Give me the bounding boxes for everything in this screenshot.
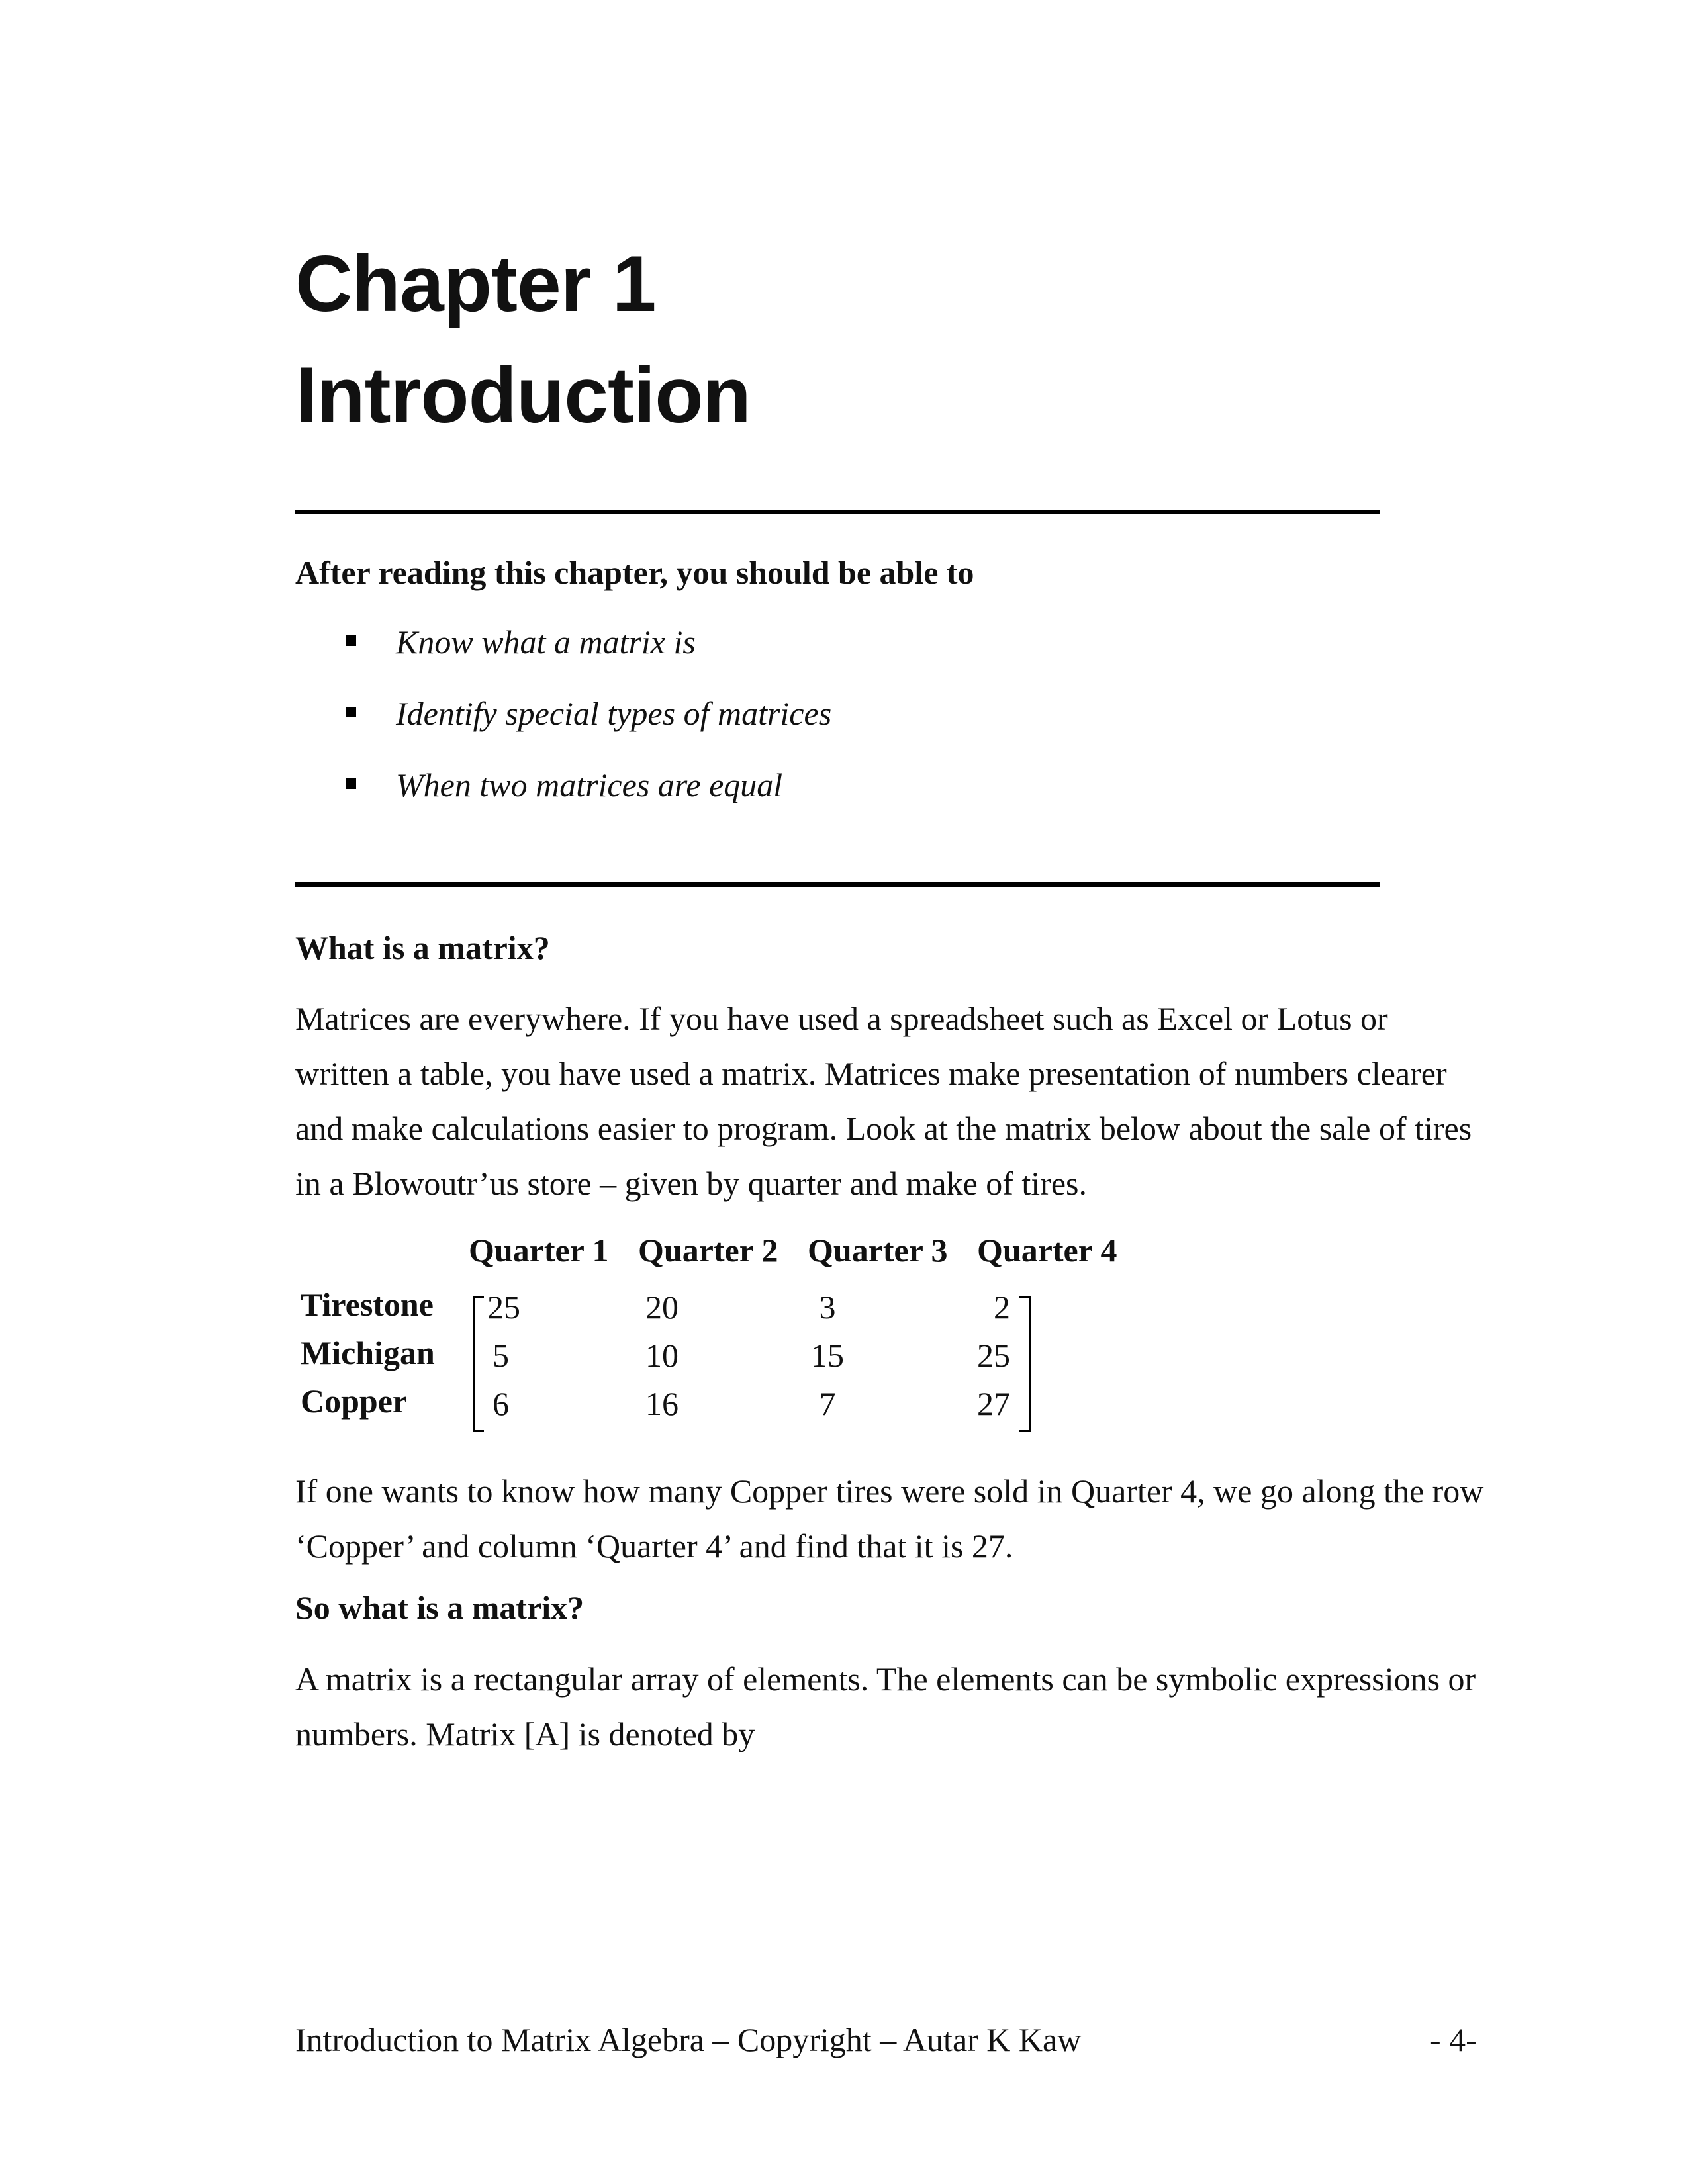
chapter-name: Introduction bbox=[295, 351, 751, 439]
column-header: Quarter 4 bbox=[977, 1232, 1117, 1269]
matrix-cell: 6 bbox=[492, 1385, 509, 1422]
column-header: Quarter 3 bbox=[808, 1232, 948, 1269]
bottom-divider bbox=[295, 882, 1380, 887]
column-header: Quarter 1 bbox=[469, 1232, 609, 1269]
objective-text: Know what a matrix is bbox=[396, 623, 696, 660]
chapter-title bbox=[295, 228, 751, 451]
objective-text: When two matrices are equal bbox=[396, 766, 783, 803]
explanation-paragraph bbox=[295, 1464, 1487, 1574]
paragraph-line: written a table, you have used a matrix. Matrices make presentation of numbers clearer bbox=[295, 1055, 1447, 1092]
objective-item bbox=[344, 622, 831, 694]
matrix-cell: 15 bbox=[811, 1337, 844, 1374]
paragraph-line: in a Blowoutr’us store – given by quarter and make of tires. bbox=[295, 1165, 1087, 1202]
paragraph-line: ‘Copper’ and column ‘Quarter 4’ and find that it is 27. bbox=[295, 1527, 1013, 1565]
objectives-heading: After reading this chapter, you should be able to bbox=[295, 554, 974, 591]
row-label: Copper bbox=[301, 1383, 408, 1420]
square-bullet-icon bbox=[346, 635, 356, 646]
page-footer: Introduction to Matrix Algebra – Copyright – Autar K Kaw bbox=[295, 2021, 1082, 2058]
row-label: Tirestone bbox=[301, 1286, 434, 1323]
square-bullet-icon bbox=[346, 778, 356, 789]
matrix-cell: 2 bbox=[994, 1289, 1010, 1326]
matrix-cell: 7 bbox=[819, 1385, 836, 1422]
objective-item bbox=[344, 765, 831, 837]
paragraph-line: Matrices are everywhere. If you have used a spreadsheet such as Excel or Lotus or bbox=[295, 1000, 1388, 1037]
row-label: Michigan bbox=[301, 1334, 435, 1371]
square-bullet-icon bbox=[346, 707, 356, 717]
matrix-cell: 10 bbox=[645, 1337, 679, 1374]
definition-paragraph bbox=[295, 1652, 1487, 1762]
page-number: - 4- bbox=[1430, 2021, 1477, 2058]
chapter-number: Chapter 1 bbox=[295, 240, 656, 328]
intro-paragraph bbox=[295, 991, 1487, 1211]
left-bracket bbox=[473, 1296, 484, 1432]
matrix-cell: 3 bbox=[819, 1289, 836, 1326]
section-heading: What is a matrix? bbox=[295, 929, 550, 966]
paragraph-line: A matrix is a rectangular array of elements. The elements can be symbolic expressions or bbox=[295, 1661, 1476, 1698]
matrix-cell: 5 bbox=[492, 1337, 509, 1374]
paragraph-line: numbers. Matrix [A] is denoted by bbox=[295, 1715, 755, 1752]
top-divider bbox=[295, 510, 1380, 514]
section-heading: So what is a matrix? bbox=[295, 1589, 585, 1626]
objective-item bbox=[344, 694, 831, 765]
tire-sales-matrix bbox=[295, 1231, 1156, 1449]
matrix-cell: 16 bbox=[645, 1385, 679, 1422]
objective-text: Identify special types of matrices bbox=[396, 695, 832, 732]
matrix-cell: 25 bbox=[977, 1337, 1010, 1374]
matrix-cell: 27 bbox=[977, 1385, 1010, 1422]
right-bracket bbox=[1019, 1296, 1031, 1432]
matrix-cell: 20 bbox=[645, 1289, 679, 1326]
objectives-list bbox=[344, 622, 831, 837]
paragraph-line: and make calculations easier to program. Look at the matrix below about the sale of tires bbox=[295, 1110, 1472, 1147]
matrix-cell: 25 bbox=[487, 1289, 520, 1326]
column-header: Quarter 2 bbox=[638, 1232, 778, 1269]
paragraph-line: If one wants to know how many Copper tires were sold in Quarter 4, we go along the row bbox=[295, 1473, 1484, 1510]
